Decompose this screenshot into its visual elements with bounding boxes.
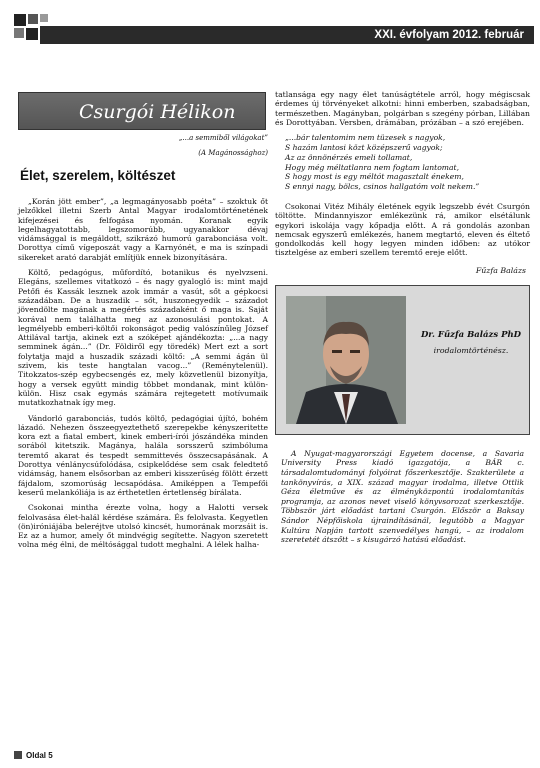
author-box: [275, 285, 530, 435]
decor-square: [14, 28, 24, 38]
article-paragraph: Vándorló garabonciás, tudós költő, pedagógiai újító, bohém lázadó. Nehezen összeegyeztethető szerepekbe kényszeritette kora ezt a fiatal embert, kinek emberi-írói jószándéka minden sorából kitetszik. Magánya, halála sorsszerű szimbóluma teremtő akarat és tespedt semmittevés összecsapásának. A Dorottya vénlánycsúfolódása, csipkelődése sem csak feledtető vidámság, hanem elsősorban az emberi kisszerűség fölött érzett fájdalom, szomorúság lecsapódása. Amiképpen a Tempefői keserű melankóliája is az érthetetlen értetlenség bírálata.: [18, 413, 268, 497]
decor-square: [40, 14, 48, 22]
article-paragraph: Költő, pedagógus, műfordító, botanikus és nyelvzseni. Elegáns, szellemes vitatkozó – és nagy gyalogló is: mint majd Petőfi és Kassák lesznek azok immár a vasút, sőt a gépkocsi századában. De a huszadik – sőt, huszonegyedik – századot jövendölte magának a megértés századaként ő maga is. Saját korával nem találhatta meg az azonosulási pontokat. A legmélyebb emberi-költői rokonságot pedig valószínűleg József Attilával tartja, akinek ezt a szóképet ajándékozta: „...a nagy semminek ágán...” (Dr. Földiről egy töredék) Mert ezt a sort folytatja majd a huszadik századi költő: „A semmi ágán ül szivem, kis teste hangtalan vacog...” (Reménytelenül). Titokzatos-szép egybecsengés ez, mely közvetlenül bizonyítja, hogy a versek együtt mindig többet mondanak, mint külön-külön. Hisz csak egymás számára rejtegetett motívumaik mutatkozhatnak így meg.: [18, 268, 268, 408]
footer-square: [14, 751, 22, 759]
author-bio: A Nyugat-magyarországi Egyetem docense, a Savaria University Press kiadó igazgatója, a BÁR c. társadalomtudományi folyóirat főszerkesztője. Szakterülete a tankönyvírás, a XIX. század magyar irodalma, illetve Ottlik Géza életműve és az élményközpontú irodalomtanítás programja, az azonos nevet viselő könyvsorozat szerkesztője. Többször járt előadást tartani Csurgón. Először a Baksay Sándor Népfőiskola újraindításánál, legutóbb a Magyar Kultúra Napján tartott szenvedélyes hangú, – az irodalom szeretetét átszőtt – s kisugárzó hatású előadást.: [281, 448, 524, 545]
article-title: Élet, szerelem, költészet: [20, 168, 176, 183]
article-paragraph: Csokonai mintha érezte volna, hogy a Halotti versek felolvasása élet-halál kérdése számára. És felolvasta. Kegyetlen (ön)iróniájába beleréjtve utolsó kincsét, humorának morzsáit is. Ez az a humor, amely őt mindvégig segítette. Nagyon szeretett volna még élni, de méltósággal tudott meghalni. A lélek halha-: [18, 503, 268, 550]
page-footer: [14, 751, 53, 760]
poem-quote: [285, 133, 530, 192]
author-signature: Fűzfa Balázs: [475, 265, 526, 275]
motto-quote: „...a semmiből világokat”: [178, 134, 268, 142]
poem-line: S hogy most is egy méltót magasztalt énekem,: [285, 172, 464, 182]
author-photo: [286, 296, 406, 424]
left-column: [18, 92, 268, 556]
decor-square: [28, 14, 38, 24]
author-role: irodalomtörténész.: [433, 345, 509, 355]
author-name: Dr. Fűzfa Balázs PhD: [420, 329, 522, 340]
portrait-image: [286, 296, 406, 424]
poem-line: S hazám lantosi közt középszerű vagyok;: [285, 142, 443, 152]
page-number: Oldal 5: [26, 751, 53, 760]
right-column: [275, 90, 530, 545]
decor-square: [26, 28, 38, 40]
article-paragraph: tatlansága egy nagy élet tanúságtétele arról, hogy mégiscsak érdemes új törvényeket alkotni: hinni emberben, szabadságban, természetben. Magányban, polgárban s szegény pórban, Lillában és Dorottyában. Versben, drámában, prózában – a szó erejében.: [275, 90, 531, 127]
decor-square: [14, 14, 26, 26]
article-paragraph: Csokonai Vitéz Mihály életének egyik legszebb évét Csurgón töltötte. Mindannyiszor emlékezünk rá, amikor elsétálunk egykori iskolája vagy kőpadja előtt. A rá gondolás azonban nemcsak egyszerű emlékezés, hanem megtartó, eleven és éltető gondolkodás kell hogy legyen minden időben: az utókor tisztelgése az emberi szellem teremtő ereje előtt.: [275, 201, 530, 258]
poem-line: Az az önnönérzés emeli tollamat,: [285, 152, 413, 162]
poem-line: S ennyi nagy, bölcs, csinos hallgatóm volt nekem.”: [285, 182, 480, 192]
section-title-banner: Csurgói Hélikon: [18, 92, 266, 130]
author-caption: [416, 330, 526, 356]
issue-header: XXI. évfolyam 2012. február: [40, 26, 534, 44]
poem-line: „...bár talentomim nem tüzesek s nagyok,: [285, 133, 446, 143]
poem-line: Hogy még méltatlanra nem fogtam lantomat,: [285, 162, 459, 172]
article-paragraph: „Korán jött ember”, „a legmagányosabb poéta” – szoktuk őt jelzőkkel illetni Szerb Antal Magyar irodalomtörténetének kifejezései és felfogása nyomán. Koranak egyik legelhagyatottabb, legszomorúbb, ugyanakkor dévaj vidámsággal is megáldott, szikrázó humorú garabonciása volt. Dorottya című vígeposzát vagy a Karnyónét, e ma is színpadi sikereket arató darabját említjük ennek bizonyítására.: [18, 197, 268, 262]
motto-source: (A Magánossághoz): [198, 149, 268, 157]
